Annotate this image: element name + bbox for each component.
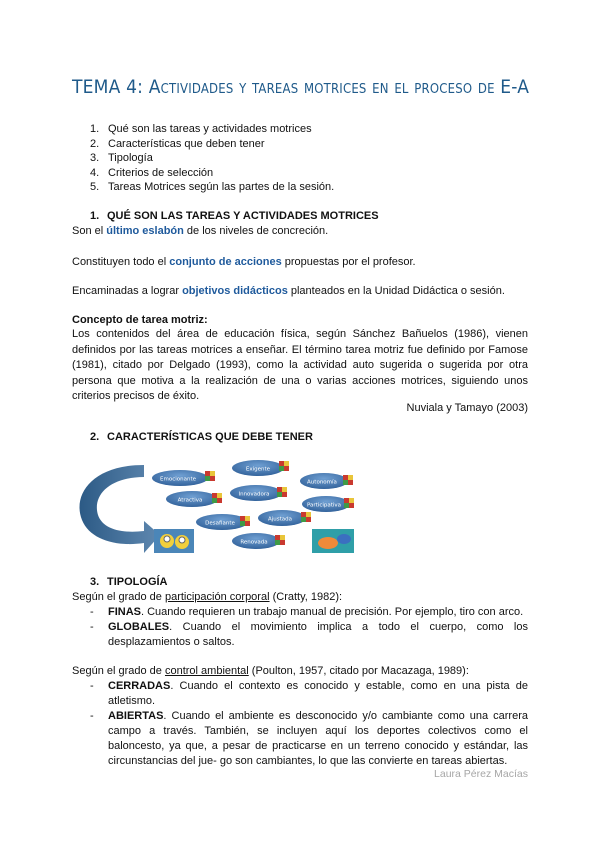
paragraph: Encaminadas a lograr objetivos didácticos planteados en la Unidad Didáctica o sesión. <box>72 285 505 297</box>
toc-item: 3. Tipología <box>90 152 153 164</box>
section-3-heading: 3. TIPOLOGÍA <box>90 576 168 588</box>
svg-text:Renovada: Renovada <box>240 539 268 546</box>
svg-text:Innovadora: Innovadora <box>238 491 270 498</box>
bubble-innovadora <box>230 485 287 501</box>
paragraph: Constituyen todo el conjunto de acciones propuestas por el profesor. <box>72 256 416 268</box>
bubble-desafiante <box>196 514 250 530</box>
svg-text:Autonomía: Autonomía <box>307 479 337 486</box>
minions-image <box>154 529 194 553</box>
bubble-exigente <box>232 460 289 476</box>
footer-author: Laura Pérez Macías <box>434 768 528 780</box>
cycle-arrow-icon <box>80 465 160 553</box>
concept-title: Concepto de tarea motriz: <box>72 314 208 326</box>
list-item: - ABIERTAS. Cuando el ambiente es desconocido y/o cambiante como una carrera campo a través. También, se incluyen aquí los deportes colectivos como el baloncesto, ya que, a pesar de practicarse en un terreno conocido y estándar, las circunstancias del jue- go son cambiantes, lo que las convierte en tareas abiertas. <box>90 710 528 767</box>
citation: Nuviala y Tamayo (2003) <box>406 402 528 414</box>
list-item: - GLOBALES. Cuando el movimiento implica a todo el cuerpo, como los desplazamientos o saltos. <box>90 621 528 648</box>
fish-image <box>312 529 354 553</box>
toc-item: 2. Características que deben tener <box>90 137 265 150</box>
svg-text:Desafiante: Desafiante <box>205 520 235 527</box>
bubble-renovada <box>232 533 285 549</box>
toc-item: 5. Tareas Motrices según las partes de la sesión. <box>90 181 335 193</box>
toc-item: 1. Qué son las tareas y actividades motrices <box>90 123 312 135</box>
paragraph: Según el grado de participación corporal (Cratty, 1982): <box>72 591 343 603</box>
list-item: - FINAS. Cuando requieren un trabajo manual de precisión. Por ejemplo, tiro con arco. <box>90 606 524 618</box>
bubble-atractiva <box>166 491 222 507</box>
table-of-contents <box>90 122 334 195</box>
paragraph: Según el grado de control ambiental (Poulton, 1957, citado por Macazaga, 1989): <box>72 665 469 677</box>
bubble-participativa <box>302 496 354 512</box>
concept-text: Los contenidos del área de educación física, según Sánchez Bañuelos (1986), vienen definidos por las tareas motrices a enseñar. El término tarea motriz fue definido por Famose (1981), citado por Delgado (1993), como la actividad auto sugerida o sugerida por otra persona que motiva a la realización de una o varias acciones motrices, siguiendo unos criterios precisos de éxito. <box>72 328 528 402</box>
toc-item: 4. Criterios de selección <box>90 166 214 179</box>
characteristics-diagram <box>72 455 372 560</box>
section-1-heading: 1. QUÉ SON LAS TAREAS Y ACTIVIDADES MOTRICES <box>90 210 379 222</box>
svg-text:Emocionante: Emocionante <box>160 476 196 483</box>
bubble-emocionante <box>152 470 215 486</box>
svg-text:Atractiva: Atractiva <box>177 497 203 504</box>
svg-text:Participativa: Participativa <box>306 502 342 509</box>
svg-text:Exigente: Exigente <box>245 466 271 473</box>
bubble-autonomia <box>300 473 353 489</box>
paragraph: Son el último eslabón de los niveles de concreción. <box>72 225 329 237</box>
section-2-heading: 2. CARACTERÍSTICAS QUE DEBE TENER <box>90 431 313 443</box>
page-title: TEMA 4: Actividades y tareas motrices en el proceso de E-A <box>72 76 530 98</box>
svg-text:Ajustada: Ajustada <box>267 516 293 523</box>
bubble-ajustada <box>258 510 311 526</box>
list-item: - CERRADAS. Cuando el contexto es conocido y estable, como en una pista de atletismo. <box>90 680 528 707</box>
